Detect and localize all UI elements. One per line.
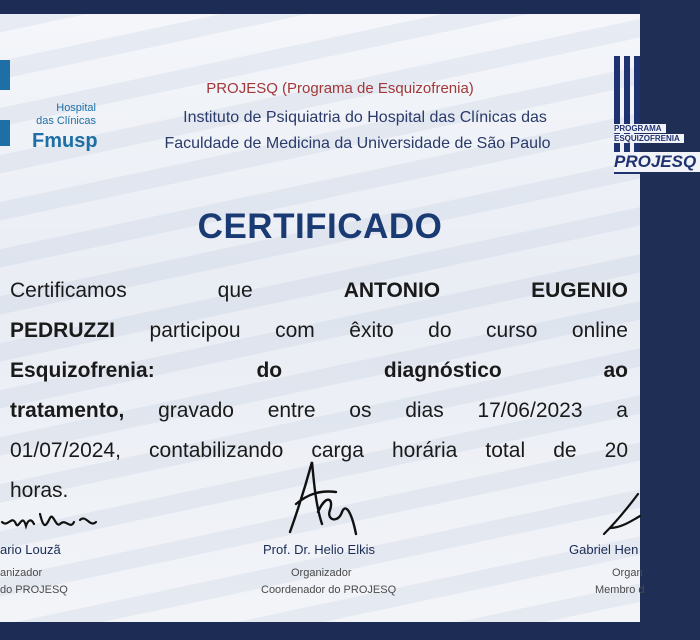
- signature-1-role: anizador: [0, 567, 43, 579]
- logo-esquizofrenia-text: ESQUIZOFRENIA: [614, 134, 684, 143]
- body-word: de: [553, 439, 577, 462]
- body-word: gravado: [158, 399, 234, 422]
- body-word: com: [275, 319, 315, 342]
- logo-underline: [614, 172, 640, 174]
- signature-3-handwriting-icon: [600, 484, 640, 540]
- logo-clinicas-text: das Clínicas: [36, 115, 96, 127]
- logo-fmusp-text: Fmusp: [32, 130, 98, 152]
- program-name: PROJESQ (Programa de Esquizofrenia): [206, 80, 474, 97]
- body-word: online: [571, 319, 628, 342]
- logo-projesq-text: PROJESQ: [614, 152, 700, 172]
- certificate-title: CERTIFICADO: [197, 207, 443, 246]
- start-date: 17/06/2023: [477, 399, 583, 422]
- workload-hours: 20: [604, 439, 628, 462]
- institute-line-2: Faculdade de Medicina da Universidade de São Paulo: [164, 135, 551, 152]
- body-word: Certificamos: [10, 279, 127, 302]
- course-word: Esquizofrenia:: [10, 359, 155, 382]
- body-word: contabilizando: [149, 439, 284, 462]
- body-word: os: [349, 399, 372, 422]
- end-date: 01/07/2024,: [10, 439, 121, 462]
- body-word: do: [428, 319, 452, 342]
- top-frame-border: [0, 0, 640, 14]
- body-word: entre: [267, 399, 316, 422]
- body-line-3-course-title: [10, 359, 628, 389]
- logo-hospital-text: Hospital: [56, 102, 96, 114]
- body-word: total: [485, 439, 526, 462]
- signature-1-handwriting-icon: [0, 500, 110, 540]
- signature-2-name: Prof. Dr. Helio Elkis: [263, 542, 375, 557]
- signature-1-role-2: do PROJESQ: [0, 584, 68, 596]
- body-word: horária: [391, 439, 458, 462]
- institute-line-1: Instituto de Psiquiatria do Hospital das Clínicas das: [183, 109, 547, 126]
- signature-1-name: ario Louzã: [0, 542, 61, 557]
- body-word: curso: [486, 319, 538, 342]
- body-line-4: [10, 399, 628, 429]
- bottom-frame-border: [0, 622, 640, 640]
- signature-2-role: Organizador: [291, 567, 352, 579]
- signature-2-role-2: Coordenador do PROJESQ: [261, 584, 397, 596]
- body-line-2: [10, 319, 628, 349]
- signature-2-handwriting-icon: [282, 454, 362, 544]
- recipient-first-name: ANTONIO: [343, 279, 441, 302]
- certificate-sheet: [0, 14, 697, 622]
- signature-3-name: Gabriel Hen: [569, 542, 639, 557]
- body-word: carga: [311, 439, 364, 462]
- body-word: a: [616, 399, 628, 422]
- body-word: dias: [405, 399, 444, 422]
- body-word: êxito: [349, 319, 394, 342]
- course-word: do: [256, 359, 283, 382]
- body-word: horas.: [10, 479, 69, 502]
- course-word: ao: [603, 359, 628, 382]
- logo-programa-text: PROGRAMA: [614, 124, 666, 133]
- body-line-1: [10, 279, 628, 309]
- recipient-last-name: PEDRUZZI: [10, 319, 115, 342]
- signature-3-role: Organ: [612, 567, 643, 579]
- signature-3-role-2: Membro d: [595, 584, 645, 596]
- hc-logo-mark-icon: [0, 50, 12, 160]
- recipient-middle-name: EUGENIO: [531, 279, 628, 302]
- course-word: tratamento,: [10, 399, 125, 422]
- body-word: que: [217, 279, 253, 302]
- course-word: diagnóstico: [383, 359, 502, 382]
- body-word: participou: [149, 319, 241, 342]
